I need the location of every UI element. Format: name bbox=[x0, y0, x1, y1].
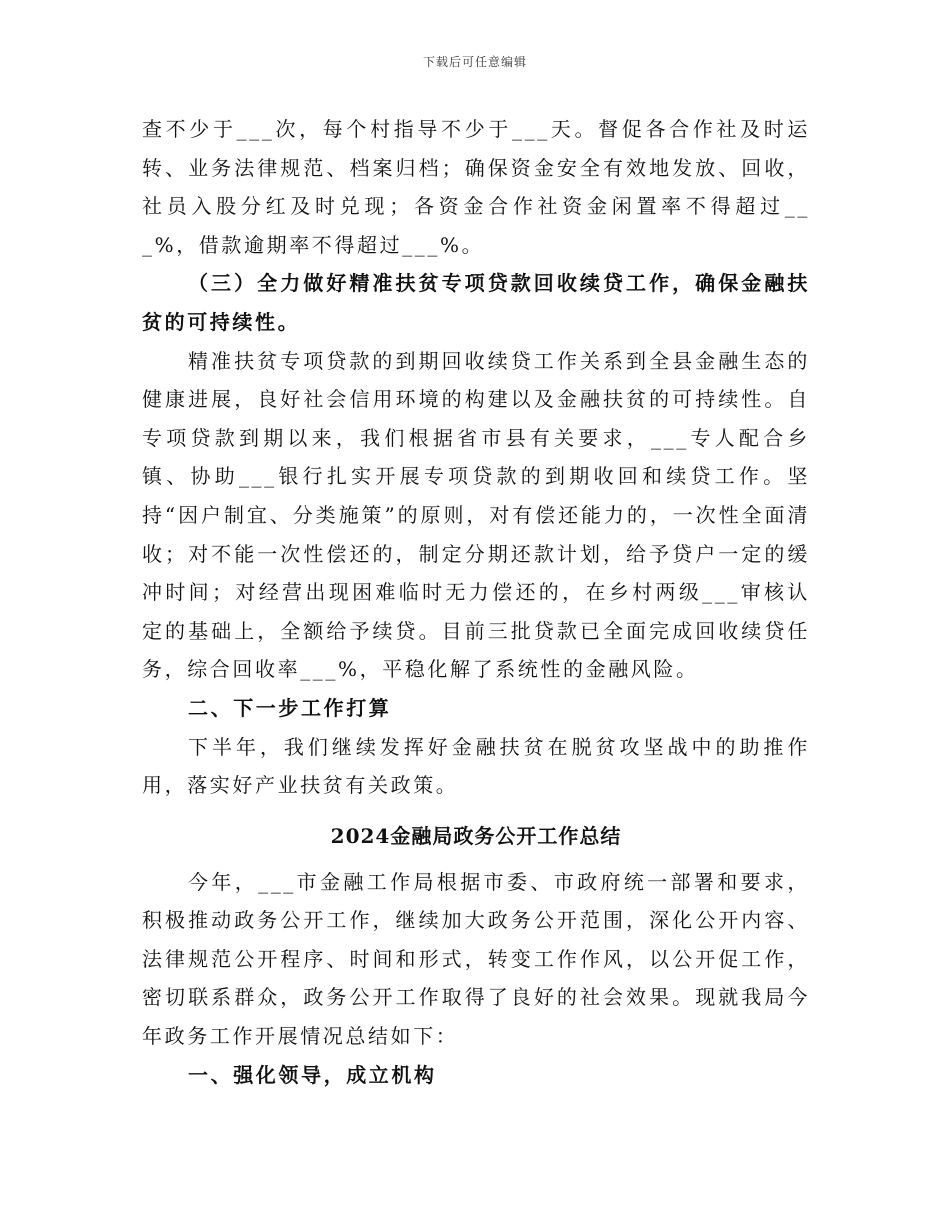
article-title: 2024金融局政务公开工作总结 bbox=[330, 823, 622, 848]
section-heading-next-steps: 二、下一步工作打算 bbox=[188, 695, 392, 720]
section-heading-leadership: 一、强化领导，成立机构 bbox=[188, 1062, 437, 1087]
section-heading-3: （三）全力做好精准扶贫专项贷款回收续贷工作，确保金融扶贫的可持续性。 bbox=[142, 271, 810, 334]
header-note: 下载后可任意编辑 bbox=[422, 55, 527, 69]
paragraph-intro: 今年，___市金融工作局根据市委、市政府统一部署和要求，积极推动政务公开工作，继续加大政务公开范围，深化公开内容、法律规范公开程序、时间和形式，转变工作作风，以公开促工作，密切联系群众，政务公开工作取得了良好的社会效果。现就我局今年政务工作开展情况总结如下： bbox=[142, 869, 810, 1049]
paragraph-next-steps: 下半年，我们继续发挥好金融扶贫在脱贫攻坚战中的助推作用，落实好产业扶贫有关政策。 bbox=[142, 734, 810, 798]
document-body bbox=[142, 110, 810, 1094]
paragraph-loan-recovery: 精准扶贫专项贷款的到期回收续贷工作关系到全县金融生态的健康进展，良好社会信用环境的构建以及金融扶贫的可持续性。自专项贷款到期以来，我们根据省市县有关要求，___专人配合乡镇、协助___银行扎实开展专项贷款的到期收回和续贷工作。坚持“因户制宜、分类施策”的原则，对有偿还能力的，一次性全面清收；对不能一次性偿还的，制定分期还款计划，给予贷户一定的缓冲时间；对经营出现困难临时无力偿还的，在乡村两级___审核认定的基础上，全额给予续贷。目前三批贷款已全面完成回收续贷任务，综合回收率___%，平稳化解了系统性的金融风险。 bbox=[142, 348, 810, 682]
paragraph-continuation: 查不少于___次，每个村指导不少于___天。督促各合作社及时运转、业务法律规范、档案归档；确保资金安全有效地发放、回收，社员入股分红及时兑现；各资金合作社资金闲置率不得超过___%，借款逾期率不得超过___%。 bbox=[142, 117, 810, 257]
